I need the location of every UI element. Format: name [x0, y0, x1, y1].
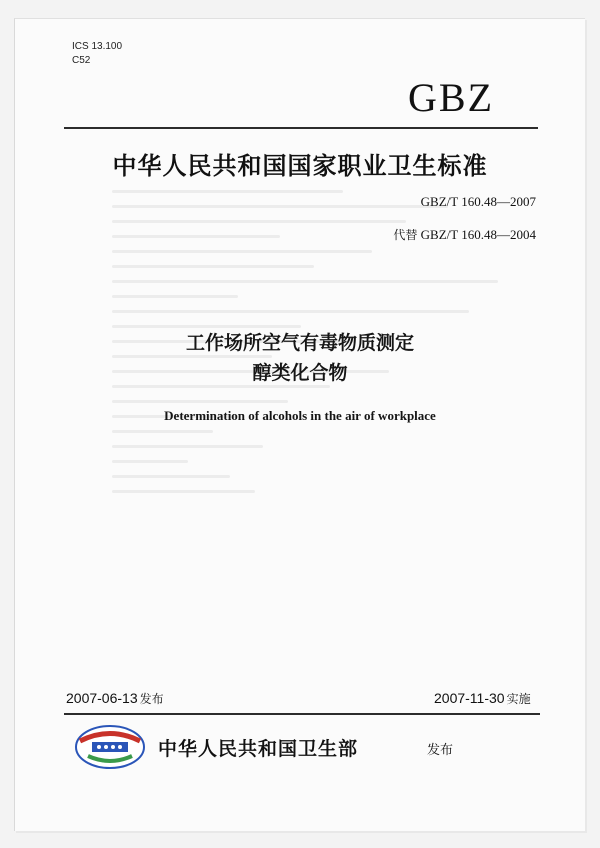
document-title-line1: 工作场所空气有毒物质测定	[185, 332, 414, 354]
effective-date-block	[434, 690, 531, 707]
show-through-background	[112, 190, 532, 610]
publish-label: 发布	[427, 743, 454, 758]
classification-block	[72, 40, 122, 68]
publisher-name: 中华人民共和国卫生部	[158, 738, 359, 760]
replaces-code	[393, 226, 536, 243]
replaces-label: 代替	[393, 228, 418, 242]
publisher-logo	[74, 724, 146, 770]
ics-code: ICS 13.100	[72, 41, 123, 52]
bottom-divider	[64, 713, 540, 715]
ccs-code: C52	[72, 55, 91, 66]
issue-date: 2007-06-13	[66, 690, 138, 706]
standard-mark: GBZ	[408, 75, 494, 120]
standard-code	[421, 194, 536, 210]
issue-date-block	[66, 690, 164, 707]
top-divider	[64, 127, 538, 129]
issue-label: 发布	[139, 692, 164, 706]
standard-number: GBZ/T 160.48—2007	[420, 194, 536, 209]
effective-date: 2007-11-30	[434, 690, 505, 706]
standard-category-title: 中华人民共和国国家职业卫生标准	[112, 152, 488, 180]
document-title-english: Determination of alcohols in the air of workplace	[164, 408, 436, 423]
replaced-standard-number: GBZ/T 160.48—2004	[420, 227, 536, 242]
document-title-line2: 醇类化合物	[252, 362, 348, 384]
effective-label: 实施	[506, 692, 531, 706]
